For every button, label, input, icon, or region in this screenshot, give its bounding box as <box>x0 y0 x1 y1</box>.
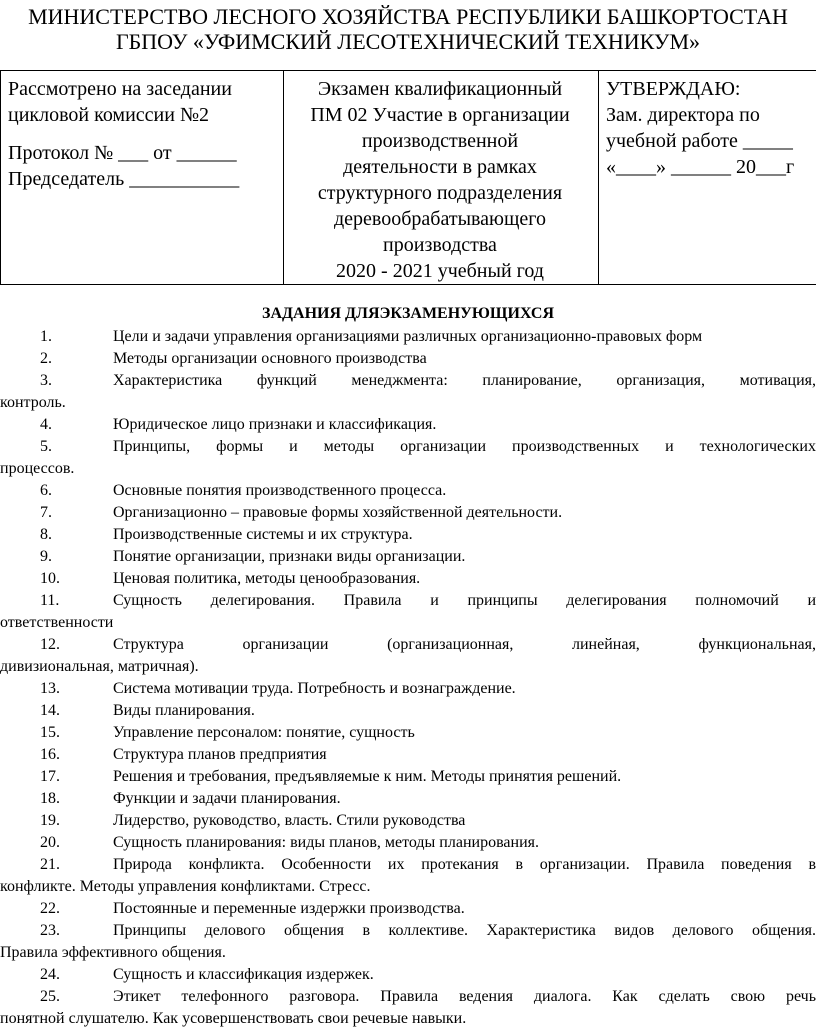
task-number: 7. <box>40 504 52 521</box>
task-item <box>0 920 816 964</box>
task-item <box>0 832 816 854</box>
task-item <box>0 986 816 1030</box>
table-divider-1 <box>283 70 284 285</box>
exam-title-line: производственной <box>361 130 519 152</box>
task-text: Цели и задачи управления организациями различных организационно-правовых форм <box>113 328 703 345</box>
task-text-continuation: процессов. <box>0 460 75 477</box>
task-item <box>0 326 816 348</box>
task-text: Природа конфликта. Особенности их протекания в организации. Правила поведения в <box>113 856 816 873</box>
exam-title-line: деятельности в рамках <box>343 156 537 178</box>
task-text-continuation: дивизиональная, матричная). <box>0 658 199 675</box>
task-text-continuation: понятной слушателю. Как усовершенствовать свои речевые навыки. <box>0 1010 467 1027</box>
task-item <box>0 766 816 788</box>
task-number: 11. <box>40 592 60 609</box>
task-item <box>0 700 816 722</box>
task-text: Сущность и классификация издержек. <box>113 966 374 983</box>
tasks-list <box>0 326 816 1030</box>
task-number: 5. <box>40 438 52 455</box>
task-number: 8. <box>40 526 52 543</box>
tasks-title: ЗАДАНИЯ ДЛЯЭКЗАМЕНУЮЩИХСЯ <box>262 305 554 322</box>
commission-review-cell <box>8 76 278 192</box>
task-text: Производственные системы и их структура. <box>113 526 413 543</box>
approval-cell <box>606 76 816 180</box>
task-item <box>0 964 816 986</box>
task-number: 9. <box>40 548 52 565</box>
ministry-header: МИНИСТЕРСТВО ЛЕСНОГО ХОЗЯЙСТВА РЕСПУБЛИКИ БАШКОРТОСТАН <box>28 4 788 29</box>
task-number: 24. <box>40 966 60 983</box>
task-number: 22. <box>40 900 60 917</box>
task-item <box>0 348 816 370</box>
task-number: 25. <box>40 988 60 1005</box>
task-text: Структура организации (организационная, линейная, функциональная, <box>113 636 816 653</box>
task-item <box>0 524 816 546</box>
exam-title-line: Экзамен квалификационный <box>317 78 563 100</box>
task-number: 6. <box>40 482 52 499</box>
task-text: Система мотивации труда. Потребность и вознаграждение. <box>113 680 516 697</box>
task-item <box>0 744 816 766</box>
task-item <box>0 502 816 524</box>
task-number: 21. <box>40 856 60 873</box>
task-text: Методы организации основного производства <box>113 350 427 367</box>
approve-line: УТВЕРЖДАЮ: <box>606 78 741 100</box>
task-text: Ценовая политика, методы ценообразования. <box>113 570 421 587</box>
task-item <box>0 568 816 590</box>
academic-work-line: учебной работе _____ <box>606 130 793 152</box>
task-text: Принципы, формы и методы организации производственных и технологических <box>113 438 816 455</box>
task-text: Принципы делового общения в коллективе. Характеристика видов делового общения. <box>113 922 816 939</box>
task-item <box>0 414 816 436</box>
task-text-continuation: контроль. <box>0 394 66 411</box>
table-left-border <box>0 70 1 285</box>
task-text: Юридическое лицо признаки и классификация. <box>113 416 437 433</box>
task-item <box>0 678 816 700</box>
task-number: 17. <box>40 768 60 785</box>
task-number: 3. <box>40 372 52 389</box>
exam-title-line: производства <box>383 234 497 256</box>
college-header: ГБПОУ «УФИМСКИЙ ЛЕСОТЕХНИЧЕСКИЙ ТЕХНИКУМ» <box>115 29 701 54</box>
table-divider-2 <box>598 70 599 285</box>
task-text: Управление персоналом: понятие, сущность <box>113 724 415 741</box>
task-number: 14. <box>40 702 60 719</box>
task-text: Функции и задачи планирования. <box>113 790 341 807</box>
task-item <box>0 546 816 568</box>
task-text: Сущность делегирования. Правила и принципы делегирования полномочий и <box>113 592 816 609</box>
task-text: Постоянные и переменные издержки производства. <box>113 900 465 917</box>
task-number: 13. <box>40 680 60 697</box>
task-text-continuation: Правила эффективного общения. <box>0 944 226 961</box>
task-text: Лидерство, руководство, власть. Стили руководства <box>113 812 466 829</box>
table-bottom-border <box>0 284 816 285</box>
review-line: Рассмотрено на заседании <box>8 78 232 100</box>
task-number: 4. <box>40 416 52 433</box>
task-number: 15. <box>40 724 60 741</box>
task-text: Решения и требования, предъявляемые к ним. Методы принятия решений. <box>113 768 622 785</box>
exam-title-line: ПМ 02 Участие в организации <box>310 104 570 126</box>
chairman-line: Председатель ___________ <box>8 168 240 190</box>
task-number: 1. <box>40 328 52 345</box>
task-item <box>0 480 816 502</box>
task-text: Понятие организации, признаки виды организации. <box>113 548 466 565</box>
task-item <box>0 436 816 480</box>
task-text: Основные понятия производственного процесса. <box>113 482 447 499</box>
task-number: 16. <box>40 746 60 763</box>
task-text: Характеристика функций менеджмента: планирование, организация, мотивация, <box>113 372 816 389</box>
academic-year-line: 2020 - 2021 учебный год <box>336 260 544 282</box>
task-text: Сущность планирования: виды планов, методы планирования. <box>113 834 540 851</box>
task-item <box>0 898 816 920</box>
protocol-line: Протокол № ___ от ______ <box>8 142 237 164</box>
task-number: 12. <box>40 636 60 653</box>
task-text-continuation: конфликте. Методы управления конфликтами. Стресс. <box>0 878 371 895</box>
task-item <box>0 810 816 832</box>
task-number: 18. <box>40 790 60 807</box>
task-number: 19. <box>40 812 60 829</box>
commission-line: цикловой комиссии №2 <box>8 104 210 126</box>
task-number: 10. <box>40 570 60 587</box>
exam-title-line: структурного подразделения <box>317 182 563 204</box>
table-top-border <box>0 70 816 71</box>
task-item <box>0 854 816 898</box>
task-item <box>0 634 816 678</box>
exam-title-line: деревообрабатывающего <box>334 208 546 230</box>
approval-table <box>0 70 816 285</box>
task-number: 23. <box>40 922 60 939</box>
task-text: Этикет телефонного разговора. Правила ведения диалога. Как сделать свою речь <box>113 988 816 1005</box>
task-number: 20. <box>40 834 60 851</box>
task-item <box>0 722 816 744</box>
spacer <box>8 128 278 140</box>
task-text-continuation: ответственности <box>0 614 114 631</box>
date-line: «____» ______ 20___г <box>606 156 795 178</box>
task-text: Организационно – правовые формы хозяйственной деятельности. <box>113 504 563 521</box>
task-item <box>0 370 816 414</box>
exam-title-cell <box>286 76 594 284</box>
task-number: 2. <box>40 350 52 367</box>
task-text: Структура планов предприятия <box>113 746 327 763</box>
task-text: Виды планирования. <box>113 702 255 719</box>
deputy-line: Зам. директора по <box>606 104 760 126</box>
task-item <box>0 590 816 634</box>
task-item <box>0 788 816 810</box>
